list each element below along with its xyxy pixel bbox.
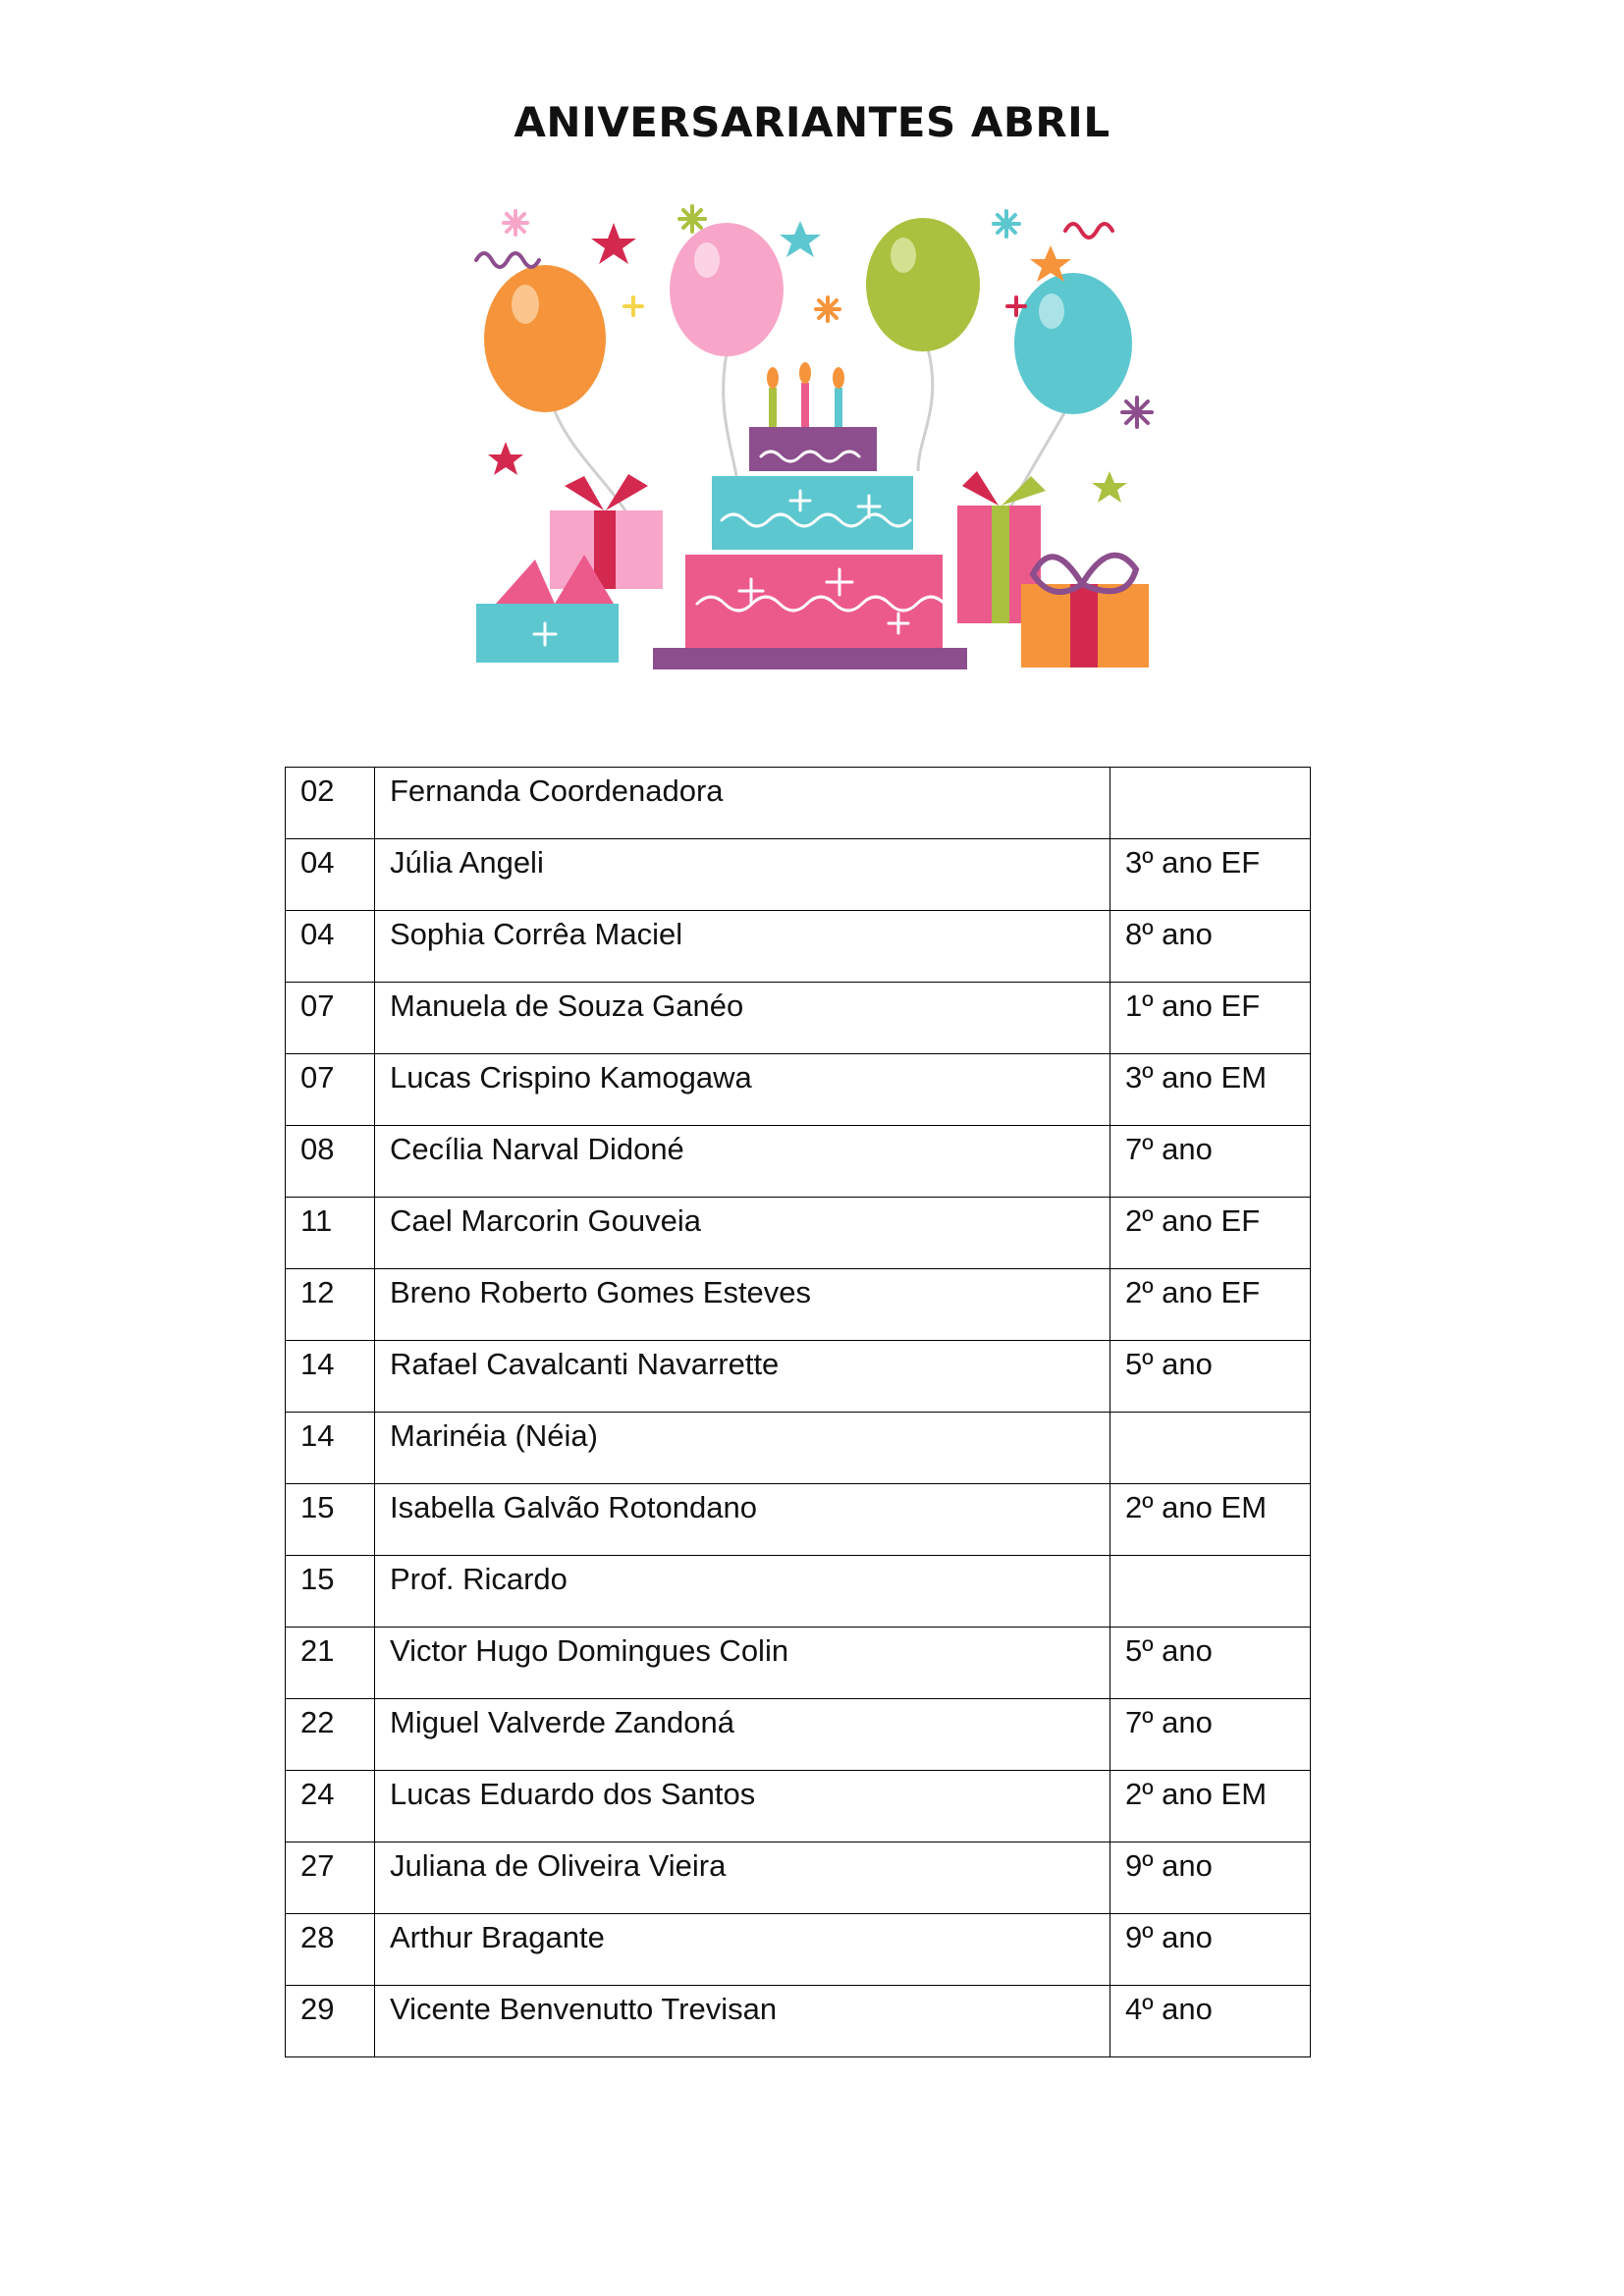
table-row [286,1771,1311,1842]
day-cell: 28 [286,1914,375,1986]
table-row [286,1198,1311,1269]
table-row [286,911,1311,983]
class-cell [1110,1556,1311,1628]
table-row [286,983,1311,1054]
class-cell: 7º ano [1110,1699,1311,1771]
name-cell: Prof. Ricardo [375,1556,1110,1628]
name-cell: Cael Marcorin Gouveia [375,1198,1110,1269]
day-cell: 12 [286,1269,375,1341]
name-cell: Cecília Narval Didoné [375,1126,1110,1198]
name-cell: Rafael Cavalcanti Navarrette [375,1341,1110,1413]
table-row [286,1628,1311,1699]
class-cell: 2º ano EF [1110,1269,1311,1341]
name-cell: Juliana de Oliveira Vieira [375,1842,1110,1914]
table-row [286,1842,1311,1914]
day-cell: 14 [286,1413,375,1484]
day-cell: 15 [286,1484,375,1556]
table-row [286,768,1311,839]
day-cell: 15 [286,1556,375,1628]
class-cell: 2º ano EM [1110,1484,1311,1556]
name-cell: Lucas Eduardo dos Santos [375,1771,1110,1842]
class-cell: 2º ano EF [1110,1198,1311,1269]
day-cell: 07 [286,983,375,1054]
day-cell: 22 [286,1699,375,1771]
table-row [286,839,1311,911]
table-row [286,1413,1311,1484]
name-cell: Fernanda Coordenadora [375,768,1110,839]
class-cell: 5º ano [1110,1341,1311,1413]
name-cell: Isabella Galvão Rotondano [375,1484,1110,1556]
day-cell: 21 [286,1628,375,1699]
name-cell: Júlia Angeli [375,839,1110,911]
birthday-table [285,767,1311,2057]
table-row [286,1986,1311,2057]
day-cell: 11 [286,1198,375,1269]
class-cell: 8º ano [1110,911,1311,983]
class-cell: 1º ano EF [1110,983,1311,1054]
page-title: ANIVERSARIANTES ABRIL [514,98,1110,146]
name-cell: Vicente Benvenutto Trevisan [375,1986,1110,2057]
table-row [286,1699,1311,1771]
birthday-cake-balloons-gifts-icon [457,191,1173,692]
table-row [286,1341,1311,1413]
day-cell: 04 [286,839,375,911]
day-cell: 29 [286,1986,375,2057]
class-cell: 2º ano EM [1110,1771,1311,1842]
class-cell: 3º ano EM [1110,1054,1311,1126]
day-cell: 14 [286,1341,375,1413]
table-row [286,1914,1311,1986]
table-row [286,1269,1311,1341]
day-cell: 08 [286,1126,375,1198]
day-cell: 07 [286,1054,375,1126]
name-cell: Sophia Corrêa Maciel [375,911,1110,983]
day-cell: 24 [286,1771,375,1842]
class-cell: 4º ano [1110,1986,1311,2057]
class-cell: 3º ano EF [1110,839,1311,911]
name-cell: Marinéia (Néia) [375,1413,1110,1484]
name-cell: Miguel Valverde Zandoná [375,1699,1110,1771]
table-row [286,1054,1311,1126]
class-cell: 7º ano [1110,1126,1311,1198]
name-cell: Lucas Crispino Kamogawa [375,1054,1110,1126]
class-cell [1110,768,1311,839]
table-row [286,1556,1311,1628]
name-cell: Arthur Bragante [375,1914,1110,1986]
class-cell: 5º ano [1110,1628,1311,1699]
class-cell: 9º ano [1110,1842,1311,1914]
name-cell: Breno Roberto Gomes Esteves [375,1269,1110,1341]
day-cell: 02 [286,768,375,839]
table-row [286,1484,1311,1556]
name-cell: Victor Hugo Domingues Colin [375,1628,1110,1699]
class-cell: 9º ano [1110,1914,1311,1986]
day-cell: 27 [286,1842,375,1914]
class-cell [1110,1413,1311,1484]
name-cell: Manuela de Souza Ganéo [375,983,1110,1054]
table-row [286,1126,1311,1198]
day-cell: 04 [286,911,375,983]
